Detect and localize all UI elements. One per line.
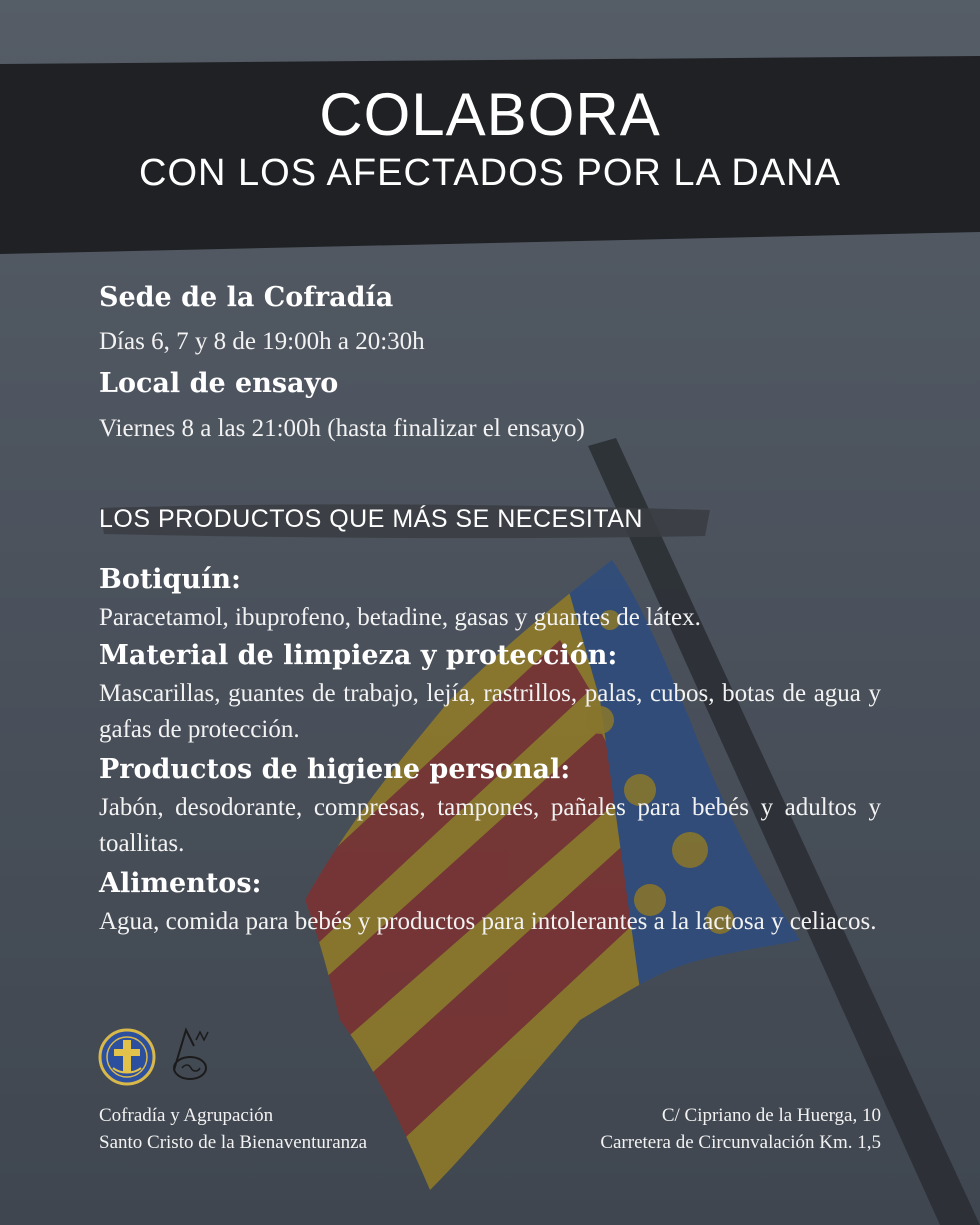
schedule-time-1: Días 6, 7 y 8 de 19:00h a 20:30h xyxy=(99,328,425,355)
schedule-place-2: Local de ensayo xyxy=(99,368,339,399)
category-alimentos: Alimentos: xyxy=(99,868,262,899)
page-subtitle: CON LOS AFECTADOS POR LA DANA xyxy=(139,152,841,194)
agrupacion-logo-icon xyxy=(160,1024,218,1086)
category-botiquin-items: Paracetamol, ibuprofeno, betadine, gasas y guantes de látex. xyxy=(99,604,701,631)
category-botiquin: Botiquín: xyxy=(99,564,241,595)
address xyxy=(600,1102,881,1156)
category-higiene: Productos de higiene personal: xyxy=(99,754,571,785)
address-line-1: C/ Cipriano de la Huerga, 10 xyxy=(661,1105,881,1126)
cofradia-emblem-icon xyxy=(98,1028,156,1086)
org-line-2: Santo Cristo de la Bienaventuranza xyxy=(99,1132,368,1153)
org-line-1: Cofradía y Agrupación xyxy=(99,1105,274,1126)
category-higiene-items: Jabón, desodorante, compresas, tampones, pañales para bebés y adultos y toallitas. xyxy=(99,794,881,857)
category-alimentos-items: Agua, comida para bebés y productos para intolerantes a la lactosa y celiacos. xyxy=(99,908,877,935)
category-limpieza: Material de limpieza y protección: xyxy=(99,640,618,671)
schedule-place-1: Sede de la Cofradía xyxy=(99,282,394,313)
schedule-time-2: Viernes 8 a las 21:00h (hasta finalizar el ensayo) xyxy=(99,415,585,442)
page-title: COLABORA xyxy=(319,81,661,148)
products-heading: LOS PRODUCTOS QUE MÁS SE NECESITAN xyxy=(99,505,643,533)
category-limpieza-items: Mascarillas, guantes de trabajo, lejía, rastrillos, palas, cubos, botas de agua y gafas de protección. xyxy=(99,680,881,743)
address-line-2: Carretera de Circunvalación Km. 1,5 xyxy=(600,1132,881,1153)
organization-name xyxy=(99,1102,367,1156)
